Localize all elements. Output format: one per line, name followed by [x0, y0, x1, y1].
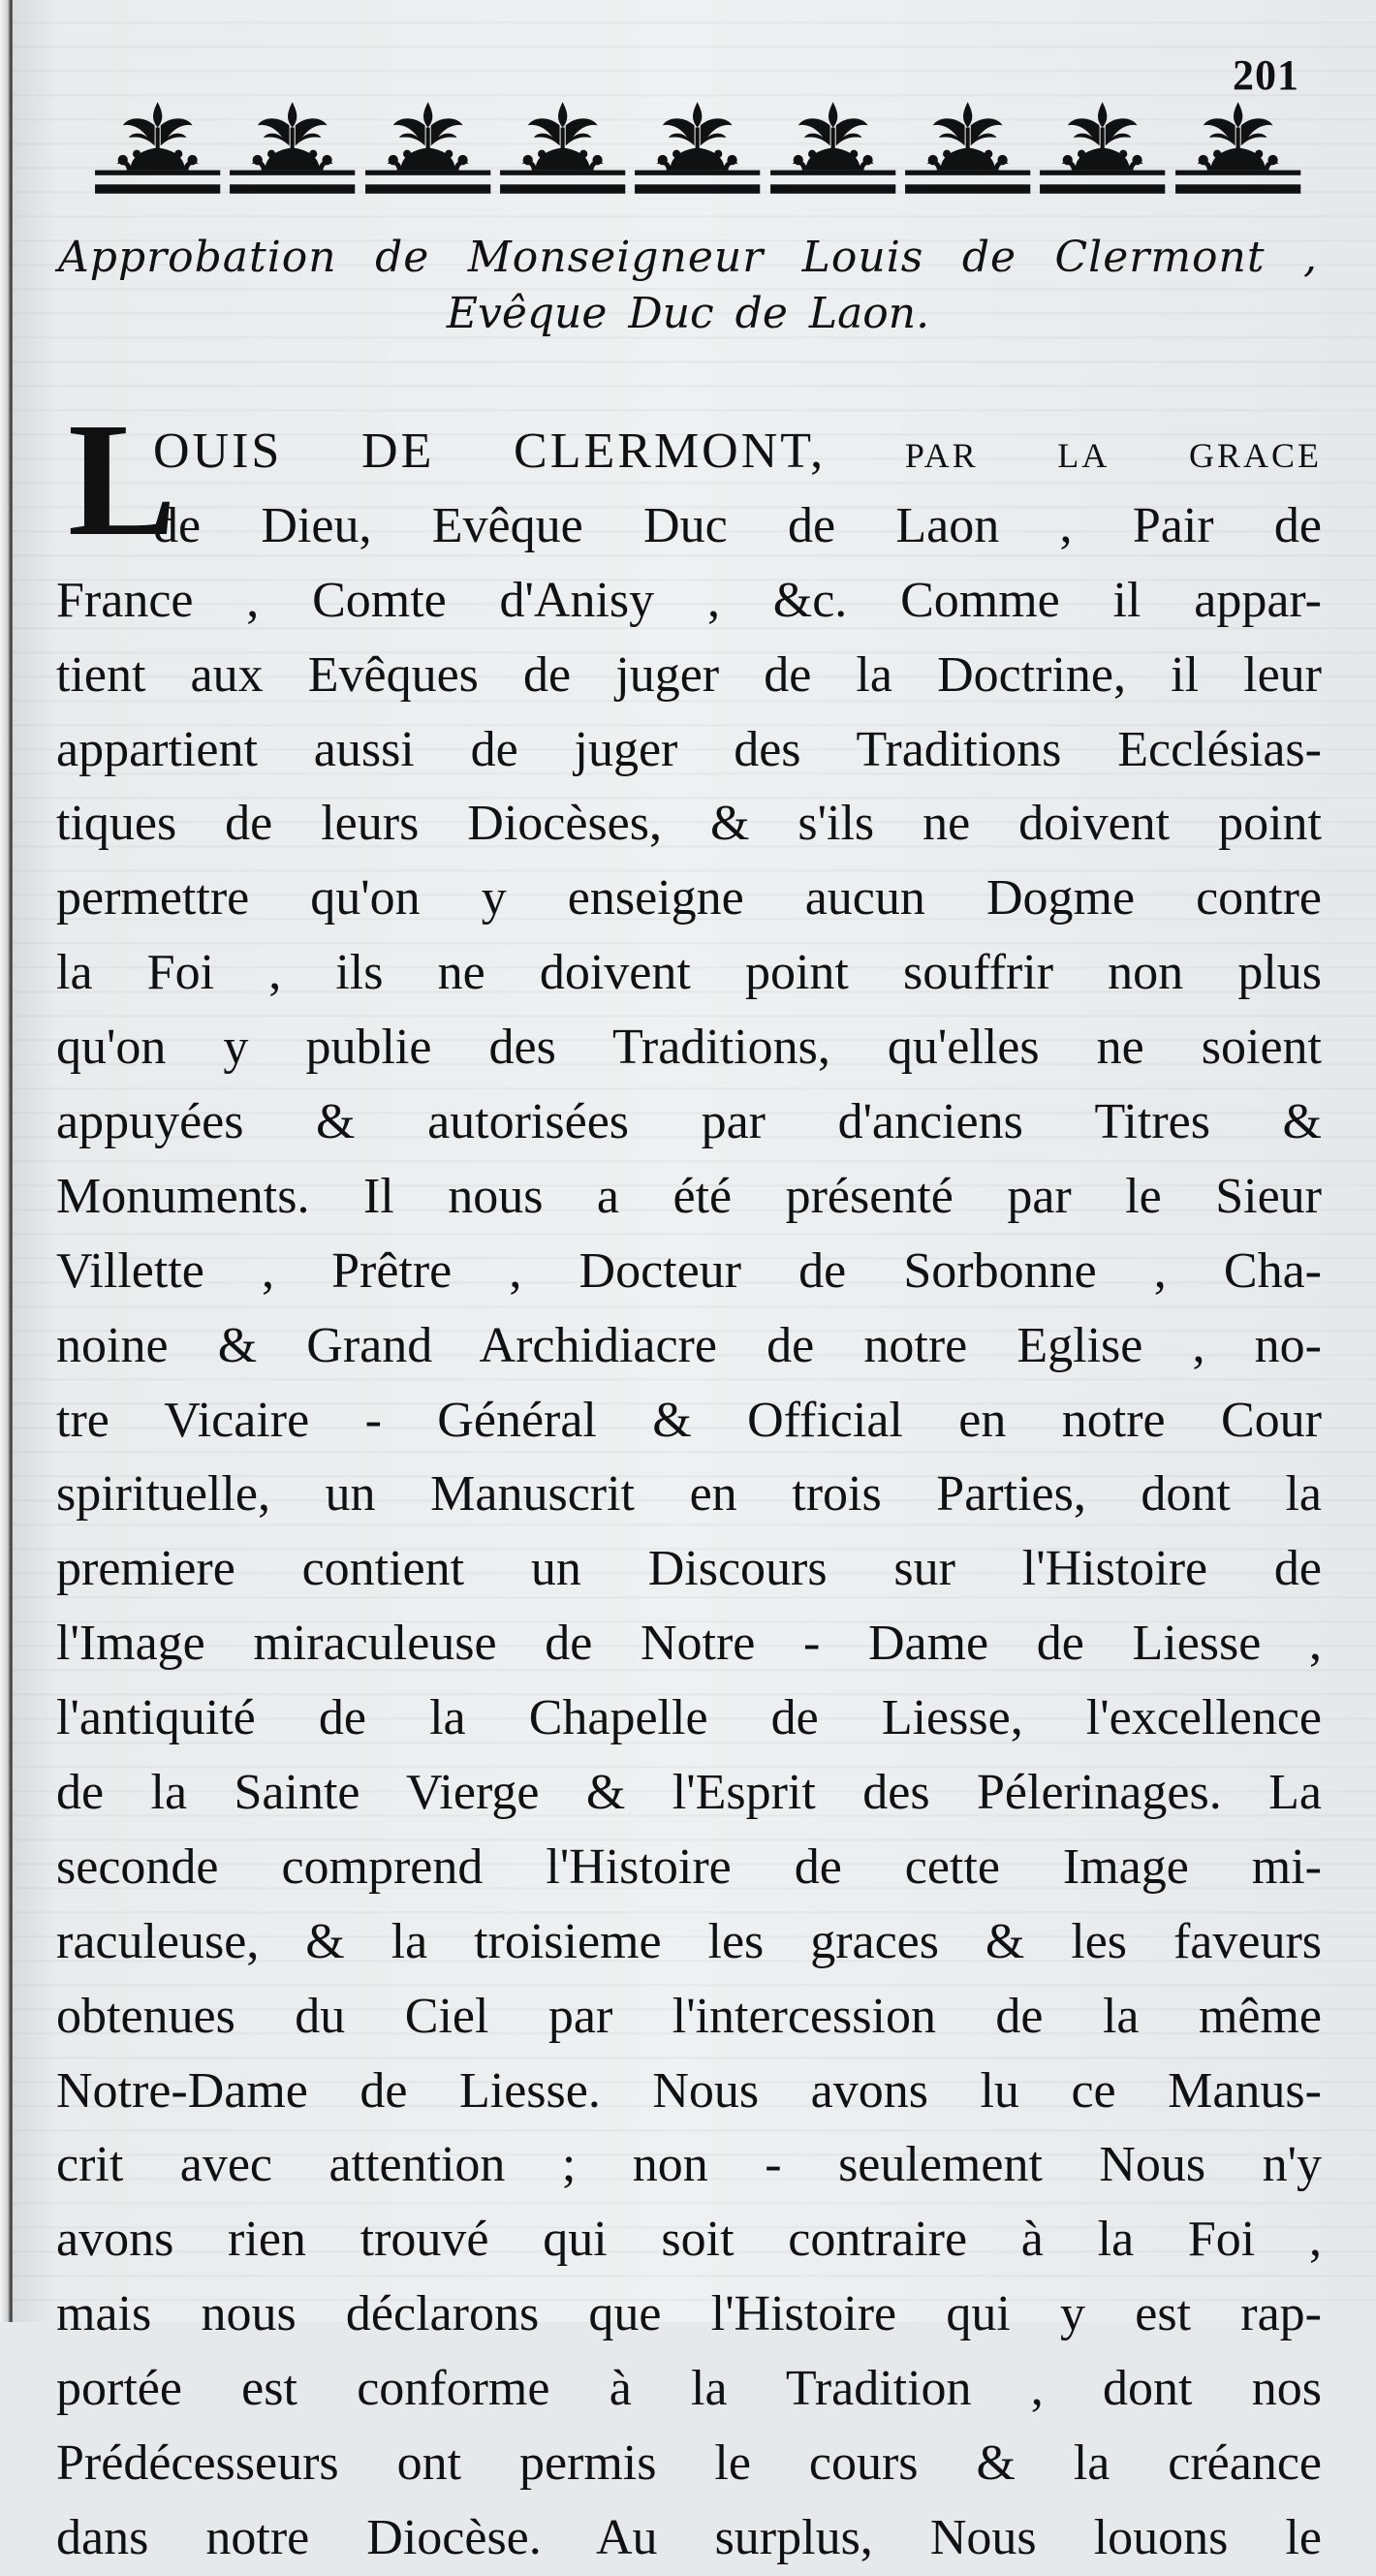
text-line: premiere contient un Discours sur l'Histoire de: [56, 1541, 1322, 1597]
text-line: tiques de leurs Diocèses, & s'ils ne doivent point: [56, 796, 1322, 852]
text-line: Notre-Dame de Liesse. Nous avons lu ce Manus-: [56, 2062, 1322, 2119]
text-line: Villette , Prêtre , Docteur de Sorbonne , Cha-: [56, 1242, 1322, 1299]
text-line: spirituelle, un Manuscrit en trois Parties, dont la: [56, 1466, 1322, 1523]
text-line: avons rien trouvé qui soit contraire à la Foi ,: [56, 2212, 1322, 2268]
text-line: de Dieu, Evêque Duc de Laon , Pair de: [153, 497, 1322, 553]
ornamental-headpiece: [93, 97, 1302, 199]
approbation-title-line-1: Approbation de Monseigneur Louis de Clermont ,: [58, 233, 1318, 282]
text-line: l'antiquité de la Chapelle de Liesse, l'excellence: [56, 1690, 1322, 1746]
page-number: 201: [1233, 51, 1299, 99]
text-line: OUIS DE CLERMONT, par la grace: [153, 424, 1322, 479]
text-line: Prédécesseurs ont permis le cours & la créance: [56, 2435, 1322, 2492]
fleur-de-lis-ornament-icon: [93, 97, 222, 199]
text-line: permettre qu'on y enseigne aucun Dogme contre: [56, 870, 1322, 927]
text-line: portée est conforme à la Tradition , dont nos: [56, 2361, 1322, 2417]
text-line: qu'on y publie des Traditions, qu'elles ne soient: [56, 1020, 1322, 1076]
text-line: appartient aussi de juger des Traditions Ecclésias-: [56, 721, 1322, 777]
text-line: tre Vicaire - Général & Official en notre Cour: [56, 1392, 1322, 1448]
approbation-title-line-2: Evêque Duc de Laon.: [446, 289, 930, 338]
text-line: l'Image miraculeuse de Notre - Dame de Liesse ,: [56, 1616, 1322, 1672]
text-line: seconde comprend l'Histoire de cette Image mi-: [56, 1838, 1322, 1895]
text-line: Monuments. Il nous a été présenté par le Sieur: [56, 1168, 1322, 1224]
approbation-body-text: [56, 415, 1322, 2576]
fleur-de-lis-ornament-icon: [1038, 97, 1167, 199]
fleur-de-lis-ornament-icon: [498, 97, 627, 199]
fleur-de-lis-ornament-icon: [363, 97, 492, 199]
page-left-edge: [0, 0, 13, 2322]
text-line: raculeuse, & la troisieme les graces & les faveurs: [56, 1913, 1322, 1969]
fleur-de-lis-ornament-icon: [1173, 97, 1302, 199]
text-line: crit avec attention ; non - seulement Nous n'y: [56, 2137, 1322, 2193]
text-line: la Foi , ils ne doivent point souffrir non plus: [56, 945, 1322, 1001]
fleur-de-lis-ornament-icon: [633, 97, 762, 199]
text-line: appuyées & autorisées par d'anciens Titres &: [56, 1094, 1322, 1150]
text-line: tient aux Evêques de juger de la Doctrine, il leur: [56, 646, 1322, 703]
fleur-de-lis-ornament-icon: [768, 97, 897, 199]
text-line: mais nous déclarons que l'Histoire qui y est rap-: [56, 2286, 1322, 2342]
text-line: de la Sainte Vierge & l'Esprit des Pélerinages. La: [56, 1765, 1322, 1821]
text-line: dans notre Diocèse. Au surplus, Nous louons le: [56, 2509, 1322, 2565]
text-line: noine & Grand Archidiacre de notre Eglise , no-: [56, 1317, 1322, 1373]
fleur-de-lis-ornament-icon: [228, 97, 357, 199]
text-line: France , Comte d'Anisy , &c. Comme il appar-: [56, 572, 1322, 628]
fleur-de-lis-ornament-icon: [903, 97, 1032, 199]
drop-cap-initial: L: [68, 390, 177, 570]
text-line: obtenues du Ciel par l'intercession de la même: [56, 1988, 1322, 2044]
